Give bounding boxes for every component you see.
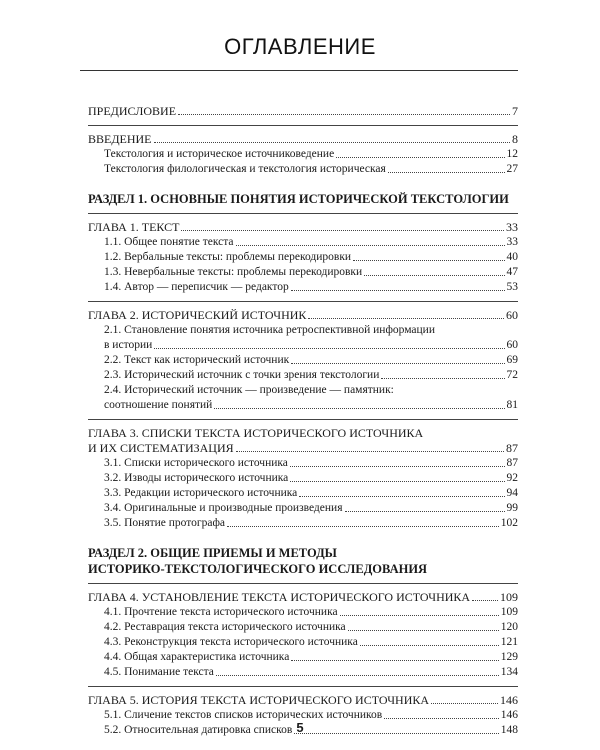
toc-entry[interactable] xyxy=(88,471,518,486)
toc-entry-page: 121 xyxy=(500,636,518,648)
toc-entry[interactable] xyxy=(88,650,518,665)
dot-leader xyxy=(348,630,499,631)
toc-entry-page: 120 xyxy=(500,621,518,633)
toc-entry-page: 33 xyxy=(506,220,518,234)
dot-leader xyxy=(216,675,499,676)
toc-entry-page: 87 xyxy=(506,457,518,469)
toc-entry-page: 53 xyxy=(506,281,518,293)
dot-leader xyxy=(364,275,504,276)
toc-entry-label: 4.2. Реставрация текста исторического источника xyxy=(104,621,346,633)
toc-entry-page: 60 xyxy=(506,308,518,322)
toc-entry-label: ГЛАВА 4. УСТАНОВЛЕНИЕ ТЕКСТА ИСТОРИЧЕСКОГО ИСТОЧНИКА xyxy=(88,590,471,604)
toc-entry-label: ГЛАВА 2. ИСТОРИЧЕСКИЙ ИСТОЧНИК xyxy=(88,308,307,322)
toc-entry-page: 148 xyxy=(500,724,518,736)
toc-entry-label: 1.4. Автор — переписчик — редактор xyxy=(104,281,289,293)
dot-leader xyxy=(178,114,510,115)
toc-entry[interactable] xyxy=(88,147,518,162)
toc-entry-label: 4.3. Реконструкция текста исторического источника xyxy=(104,636,358,648)
divider xyxy=(88,125,518,126)
toc-entry-label: 4.4. Общая характеристика источника xyxy=(104,651,290,663)
dot-leader xyxy=(308,318,504,319)
toc-entry-introduction[interactable] xyxy=(88,132,518,147)
dot-leader xyxy=(388,172,505,173)
toc-chapter-2[interactable] xyxy=(88,308,518,323)
toc-entry[interactable] xyxy=(88,456,518,471)
toc-entry-label: 3.2. Изводы исторического источника xyxy=(104,472,289,484)
dot-leader xyxy=(360,645,499,646)
toc-entry-label: ВВЕДЕНИЕ xyxy=(88,132,152,146)
toc-entry[interactable] xyxy=(88,486,518,501)
toc-entry-label: 2.3. Исторический источник с точки зрения текстологии xyxy=(104,369,380,381)
toc-entry[interactable] xyxy=(88,620,518,635)
toc-entry-page: 87 xyxy=(506,441,518,455)
dot-leader xyxy=(290,481,504,482)
toc-entry-page: 72 xyxy=(506,369,518,381)
toc-entry-page: 134 xyxy=(500,666,518,678)
toc-entry[interactable] xyxy=(88,265,518,280)
dot-leader xyxy=(236,245,505,246)
toc-entry-page: 47 xyxy=(506,266,518,278)
toc-entry[interactable] xyxy=(88,501,518,516)
dot-leader xyxy=(290,466,505,467)
dot-leader xyxy=(291,290,505,291)
dot-leader xyxy=(227,526,499,527)
section-1-heading: РАЗДЕЛ 1. ОСНОВНЫЕ ПОНЯТИЯ ИСТОРИЧЕСКОЙ ТЕКСТОЛОГИИ xyxy=(88,192,509,206)
toc-entry-page: 69 xyxy=(506,354,518,366)
dot-leader xyxy=(336,157,504,158)
toc-entry-page: 109 xyxy=(500,590,518,604)
toc-entry-label: 1.3. Невербальные тексты: проблемы перекодировки xyxy=(104,266,363,278)
dot-leader xyxy=(472,600,498,601)
toc-entry-page: 8 xyxy=(512,132,518,146)
dot-leader xyxy=(353,260,504,261)
toc-entry-page: 12 xyxy=(506,148,518,160)
toc-entry-label: соотношение понятий xyxy=(104,399,213,411)
toc-entry-label: в истории xyxy=(104,339,153,351)
dot-leader xyxy=(236,451,504,452)
toc-entry-label: 1.1. Общее понятие текста xyxy=(104,236,234,248)
dot-leader xyxy=(345,511,505,512)
divider xyxy=(88,301,518,302)
title-rule xyxy=(80,70,518,71)
divider xyxy=(88,213,518,214)
toc-chapter-4[interactable] xyxy=(88,590,518,605)
divider xyxy=(88,583,518,584)
toc-entry-label: 3.3. Редакции исторического источника xyxy=(104,487,298,499)
toc-entry[interactable] xyxy=(88,605,518,620)
toc-entry-label: 5.2. Относительная датировка списков xyxy=(104,724,293,736)
toc-entry[interactable] xyxy=(88,398,518,413)
toc-entry-page: 92 xyxy=(506,472,518,484)
toc-entry-label: ГЛАВА 5. ИСТОРИЯ ТЕКСТА ИСТОРИЧЕСКОГО ИСТОЧНИКА xyxy=(88,693,430,707)
page-number: 5 xyxy=(296,720,304,735)
toc-entry-label: 2.2. Текст как исторический источник xyxy=(104,354,290,366)
toc-entry-label: И ИХ СИСТЕМАТИЗАЦИЯ xyxy=(88,441,234,455)
toc-entry[interactable] xyxy=(88,280,518,295)
table-of-contents xyxy=(88,104,518,738)
toc-entry-page: 40 xyxy=(506,251,518,263)
toc-chapter-3-line[interactable]: ГЛАВА 3. СПИСКИ ТЕКСТА ИСТОРИЧЕСКОГО ИСТОЧНИКА xyxy=(88,426,424,440)
toc-entry-label: 3.4. Оригинальные и производные произведения xyxy=(104,502,343,514)
toc-entry[interactable] xyxy=(88,368,518,383)
toc-entry-label-line[interactable]: 2.4. Исторический источник — произведение — памятник: xyxy=(104,384,394,396)
toc-chapter-5[interactable] xyxy=(88,693,518,708)
divider xyxy=(88,419,518,420)
toc-entry[interactable] xyxy=(88,665,518,680)
dot-leader xyxy=(381,378,504,379)
dot-leader xyxy=(214,408,504,409)
toc-entry-page: 109 xyxy=(500,606,518,618)
toc-entry-page: 102 xyxy=(500,517,518,529)
toc-entry-label: 1.2. Вербальные тексты: проблемы перекодировки xyxy=(104,251,352,263)
toc-entry-label: Текстология и историческое источниковедение xyxy=(104,148,335,160)
toc-entry-label: 4.5. Понимание текста xyxy=(104,666,214,678)
toc-entry[interactable] xyxy=(88,353,518,368)
dot-leader xyxy=(154,348,504,349)
dot-leader xyxy=(340,615,499,616)
dot-leader xyxy=(384,718,499,719)
toc-entry[interactable] xyxy=(88,635,518,650)
toc-entry-page: 33 xyxy=(506,236,518,248)
toc-entry-label-line[interactable]: 2.1. Становление понятия источника ретроспективной информации xyxy=(104,324,435,336)
dot-leader xyxy=(181,230,504,231)
toc-entry-label: ПРЕДИСЛОВИЕ xyxy=(88,104,177,118)
toc-entry-page: 129 xyxy=(500,651,518,663)
toc-entry-label: 3.1. Списки исторического источника xyxy=(104,457,288,469)
toc-entry-label: Текстология филологическая и текстология историческая xyxy=(104,163,386,175)
toc-entry-label: 3.5. Понятие протографа xyxy=(104,517,226,529)
dot-leader xyxy=(299,496,504,497)
toc-entry[interactable] xyxy=(88,250,518,265)
toc-entry-page: 99 xyxy=(506,502,518,514)
toc-entry-label: 4.1. Прочтение текста исторического источника xyxy=(104,606,338,618)
toc-entry[interactable] xyxy=(88,235,518,250)
dot-leader xyxy=(291,660,498,661)
dot-leader xyxy=(291,363,504,364)
toc-entry-label: 5.1. Сличение текстов списков исторических источников xyxy=(104,709,383,721)
toc-entry[interactable] xyxy=(88,338,518,353)
toc-entry-preface[interactable] xyxy=(88,104,518,119)
toc-entry-page: 60 xyxy=(506,339,518,351)
toc-entry-page: 81 xyxy=(506,399,518,411)
toc-entry[interactable] xyxy=(88,162,518,177)
dot-leader xyxy=(154,142,510,143)
toc-entry[interactable] xyxy=(88,516,518,531)
section-2-heading-line: ИСТОРИКО-ТЕКСТОЛОГИЧЕСКОГО ИССЛЕДОВАНИЯ xyxy=(88,562,428,576)
toc-entry-page: 94 xyxy=(506,487,518,499)
toc-entry-page: 146 xyxy=(500,709,518,721)
toc-entry-page: 7 xyxy=(512,104,518,118)
toc-entry-page: 27 xyxy=(506,163,518,175)
toc-entry-page: 146 xyxy=(500,693,518,707)
dot-leader xyxy=(431,703,498,704)
divider xyxy=(88,686,518,687)
section-2-heading: РАЗДЕЛ 2. ОБЩИЕ ПРИЕМЫ И МЕТОДЫ xyxy=(88,546,337,560)
page-title: ОГЛАВЛЕНИЕ xyxy=(224,34,376,59)
toc-entry-label: ГЛАВА 1. ТЕКСТ xyxy=(88,220,180,234)
toc-chapter-3[interactable] xyxy=(88,441,518,456)
toc-chapter-1[interactable] xyxy=(88,220,518,235)
